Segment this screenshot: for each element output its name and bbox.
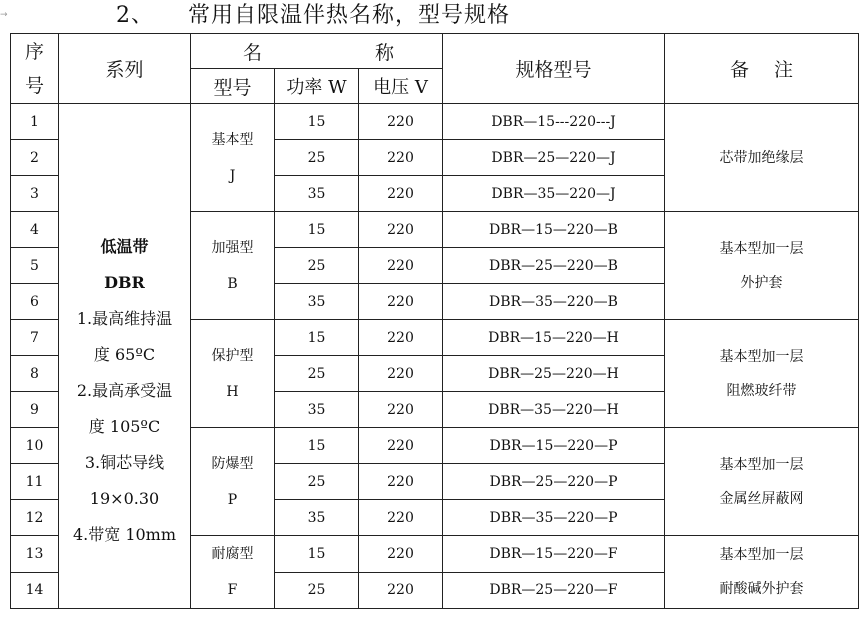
note-line: 金属丝屏蔽网 [719,490,804,507]
row-spec: DBR—25—220—P [443,464,665,500]
series-cell [59,104,191,609]
row-seq: 4 [11,212,59,248]
row-spec: DBR—15---220---J [443,104,665,140]
series-desc-line: 19×0.30 [89,489,160,508]
row-voltage: 220 [359,248,443,284]
row-voltage: 220 [359,500,443,536]
type-name: 耐腐型 [211,546,254,562]
row-voltage: 220 [359,320,443,356]
section-title-text: 常用自限温伴热名称，型号规格 [188,3,511,28]
row-power: 25 [275,356,359,392]
paragraph-mark-icon: → [0,10,8,20]
series-desc-line: 4.带宽 10mm [72,525,177,544]
header-remark: 备 注 [665,34,859,104]
row-voltage: 220 [359,176,443,212]
row-seq: 2 [11,140,59,176]
row-spec: DBR—35—220—P [443,500,665,536]
row-spec: DBR—15—220—H [443,320,665,356]
note-line: 基本型加一层 [719,240,804,257]
header-seq-line2: 号 [24,74,44,97]
row-power: 25 [275,140,359,176]
type-code: J [229,167,236,184]
row-power: 15 [275,212,359,248]
header-spec: 规格型号 [443,34,665,104]
row-spec: DBR—15—220—P [443,428,665,464]
type-name: 保护型 [211,347,254,364]
header-name-char2: 称 [374,41,394,64]
row-spec: DBR—25—220—B [443,248,665,284]
type-cell [191,212,275,320]
row-seq: 9 [11,392,59,428]
section-title [116,0,510,32]
row-spec: DBR—35—220—B [443,284,665,320]
header-name [191,34,443,69]
header-series: 系列 [59,34,191,104]
row-voltage: 220 [359,104,443,140]
row-seq: 6 [11,284,59,320]
row-seq: 1 [11,104,59,140]
spec-table [10,33,859,609]
note-line: 基本型加一层 [719,348,804,365]
note-line: 基本型加一层 [719,456,804,473]
note-cell [665,212,859,320]
row-spec: DBR—25—220—F [443,572,665,609]
row-power: 15 [275,104,359,140]
note-cell [665,536,859,609]
row-voltage: 220 [359,392,443,428]
note-line: 阻燃玻纤带 [726,382,797,399]
row-power: 15 [275,536,359,573]
type-cell [191,428,275,536]
header-seq-line1: 序 [24,40,44,63]
row-seq: 14 [11,572,59,609]
type-name: 基本型 [211,131,254,148]
header-row-1 [11,34,859,69]
note-line: 基本型加一层 [719,547,804,563]
row-power: 35 [275,176,359,212]
row-seq: 11 [11,464,59,500]
row-voltage: 220 [359,572,443,609]
series-desc-line: 度 105ºC [88,417,161,436]
note-line: 芯带加绝缘层 [719,149,804,166]
row-voltage: 220 [359,464,443,500]
row-seq: 7 [11,320,59,356]
row-power: 35 [275,500,359,536]
row-power: 25 [275,248,359,284]
row-power: 35 [275,284,359,320]
type-code: F [227,582,238,598]
row-power: 15 [275,428,359,464]
row-spec: DBR—35—220—H [443,392,665,428]
row-voltage: 220 [359,536,443,573]
row-seq: 8 [11,356,59,392]
type-cell [191,104,275,212]
header-power: 功率 W [275,69,359,104]
row-spec: DBR—25—220—J [443,140,665,176]
section-number: 2、 [116,3,154,28]
series-title: 低温带 [100,237,149,256]
row-spec: DBR—15—220—B [443,212,665,248]
type-code: H [226,383,239,400]
note-cell [665,320,859,428]
row-power: 15 [275,320,359,356]
note-cell [665,104,859,212]
header-model: 型号 [191,69,275,104]
series-desc-line: 度 65ºC [93,345,156,364]
row-voltage: 220 [359,212,443,248]
note-cell [665,428,859,536]
row-spec: DBR—15—220—F [443,536,665,573]
row-power: 25 [275,572,359,609]
row-power: 25 [275,464,359,500]
series-desc-line: 1.最高维持温 [76,309,173,328]
row-voltage: 220 [359,356,443,392]
type-code: P [227,491,238,508]
row-seq: 5 [11,248,59,284]
note-line: 耐酸碱外护套 [719,581,804,597]
type-cell [191,536,275,609]
note-line: 外护套 [740,274,783,291]
type-code: B [227,275,238,292]
row-voltage: 220 [359,140,443,176]
row-seq: 13 [11,536,59,573]
row-voltage: 220 [359,284,443,320]
row-power: 35 [275,392,359,428]
header-seq [11,34,59,104]
row-seq: 10 [11,428,59,464]
row-seq: 3 [11,176,59,212]
type-name: 加强型 [211,239,254,256]
row-seq: 12 [11,500,59,536]
series-desc-line: 3.铜芯导线 [84,453,165,472]
header-name-char1: 名 [243,41,263,64]
series-code: DBR [104,273,145,292]
row-spec: DBR—35—220—J [443,176,665,212]
row-voltage: 220 [359,428,443,464]
series-desc-line: 2.最高承受温 [76,381,173,400]
row-spec: DBR—25—220—H [443,356,665,392]
header-voltage: 电压 V [359,69,443,104]
type-name: 防爆型 [211,455,254,472]
table-row [11,104,859,140]
type-cell [191,320,275,428]
